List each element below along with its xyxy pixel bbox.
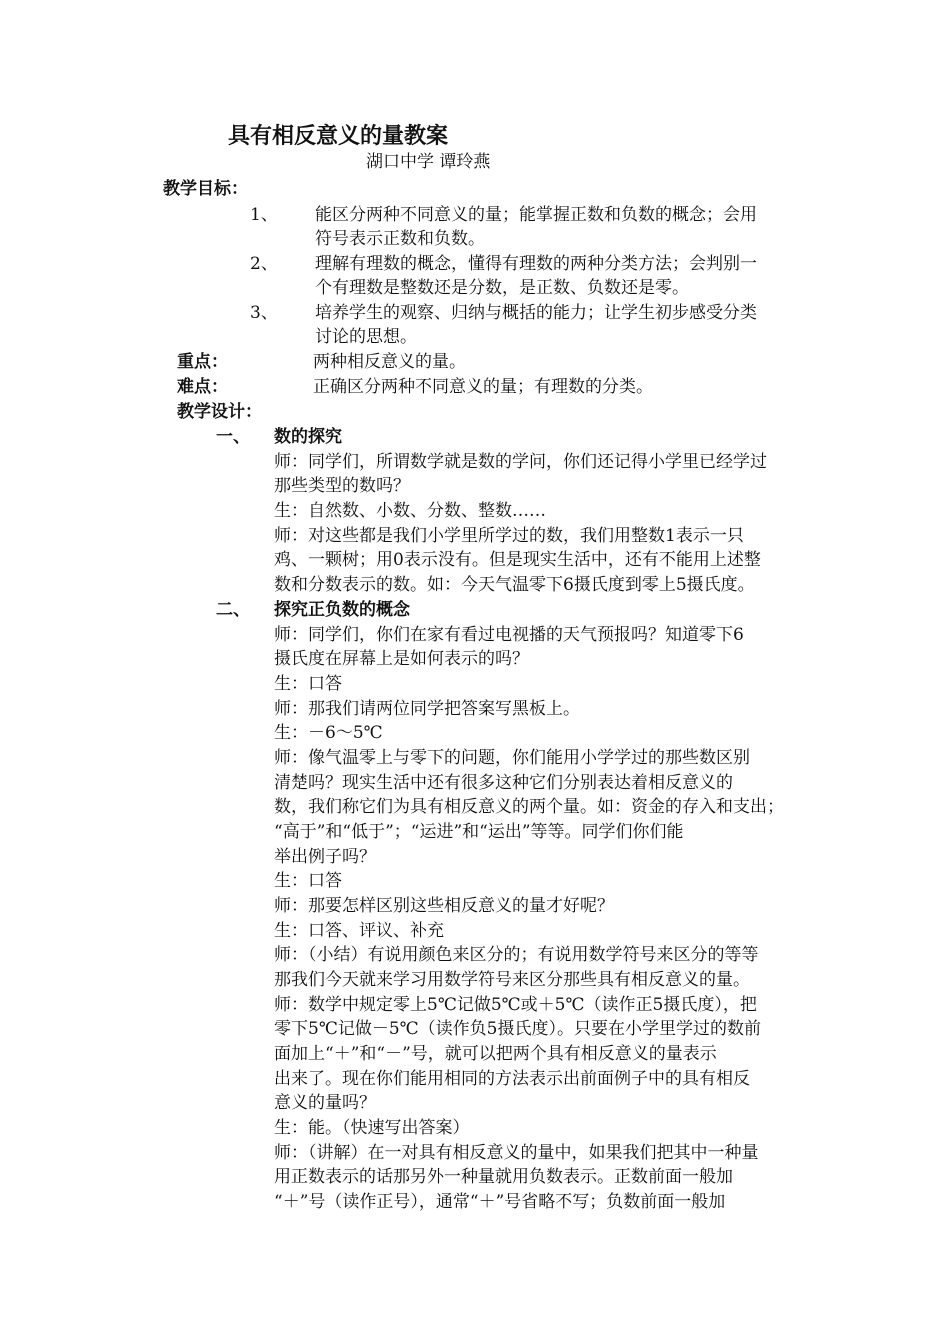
key-point-text: 两种相反意义的量。: [313, 352, 466, 372]
key-point-label: 重点：: [177, 352, 228, 372]
paragraph-line: 那我们今天就来学习用数学符号来区分那些具有相反意义的量。: [274, 970, 750, 990]
paragraph-line: 师：同学们，你们在家有看过电视播的天气预报吗？知道零下6: [274, 625, 744, 645]
paragraph-line: 师：（讲解）在一对具有相反意义的量中，如果我们把其中一种量: [274, 1143, 759, 1163]
paragraph-line: 师：那要怎样区别这些相反意义的量才好呢？: [274, 896, 614, 916]
paragraph-line: 师：像气温零上与零下的问题，你们能用小学学过的那些数区别: [274, 748, 750, 768]
paragraph-line: 零下5℃记做－5℃（读作负5摄氏度）。只要在小学里学过的数前: [274, 1019, 761, 1039]
difficulty-label: 难点：: [177, 377, 228, 397]
objective-text: 能区分两种不同意义的量；能掌握正数和负数的概念；会用: [315, 205, 757, 225]
difficulty-text: 正确区分两种不同意义的量；有理数的分类。: [313, 377, 653, 397]
paragraph-line: 那些类型的数吗？: [274, 476, 410, 496]
paragraph-line: 面加上“＋”和“－”号，就可以把两个具有相反意义的量表示: [274, 1044, 717, 1064]
paragraph-line: 师：（小结）有说用颜色来区分的；有说用数学符号来区分的等等: [274, 945, 759, 965]
section-number: 一、: [216, 427, 250, 447]
paragraph-line: 师：对这些都是我们小学里所学过的数，我们用整数1表示一只: [274, 526, 744, 546]
objectives-heading: 教学目标：: [163, 179, 248, 199]
objective-text: 讨论的思想。: [315, 327, 417, 347]
objective-number: 3、: [250, 303, 278, 323]
paragraph-line: 生：口答、评议、补充: [274, 921, 444, 941]
paragraph-line: 鸡、一颗树；用0表示没有。但是现实生活中，还有不能用上述整: [274, 550, 761, 570]
paragraph-line: “高于”和“低于”；“运进”和“运出”等等。同学们你们能: [274, 822, 684, 842]
objective-text: 培养学生的观察、归纳与概括的能力；让学生初步感受分类: [315, 303, 757, 323]
section-number: 二、: [216, 600, 250, 620]
paragraph-line: 清楚吗？现实生活中还有很多这种它们分别表达着相反意义的: [274, 773, 733, 793]
design-heading: 教学设计：: [177, 402, 262, 422]
paragraph-line: 师：同学们，所谓数学就是数的学问，你们还记得小学里已经学过: [274, 452, 767, 472]
paragraph-line: 师：那我们请两位同学把答案写黑板上。: [274, 699, 580, 719]
paragraph-line: 摄氏度在屏幕上是如何表示的吗？: [274, 649, 529, 669]
paragraph-line: “＋”号（读作正号），通常“＋”号省略不写；负数前面一般加: [274, 1192, 726, 1212]
paragraph-line: 生：自然数、小数、分数、整数……: [274, 501, 546, 521]
paragraph-line: 生：能。（快速写出答案）: [274, 1118, 470, 1138]
paragraph-line: 举出例子吗？: [274, 847, 376, 867]
section-heading: 数的探究: [274, 427, 342, 447]
objective-text: 个有理数是整数还是分数，是正数、负数还是零。: [315, 278, 689, 298]
paragraph-line: 数，我们称它们为具有相反意义的两个量。如：资金的存入和支出；: [274, 797, 784, 817]
objective-text: 理解有理数的概念，懂得有理数的两种分类方法；会判别一: [315, 254, 757, 274]
objective-number: 2、: [250, 254, 278, 274]
paragraph-line: 师：数学中规定零上5℃记做5℃或＋5℃（读作正5摄氏度），把: [274, 995, 757, 1015]
objective-text: 符号表示正数和负数。: [315, 229, 485, 249]
objective-number: 1、: [250, 205, 278, 225]
paragraph-line: 出来了。现在你们能用相同的方法表示出前面例子中的具有相反: [274, 1069, 750, 1089]
document-title: 具有相反意义的量教案: [228, 123, 449, 149]
paragraph-line: 数和分数表示的数。如：今天气温零下6摄氏度到零上5摄氏度。: [274, 575, 755, 595]
author-line: 湖口中学 谭玲燕: [366, 152, 491, 172]
paragraph-line: 生：口答: [274, 674, 342, 694]
paragraph-line: 用正数表示的话那另外一种量就用负数表示。正数前面一般加: [274, 1167, 733, 1187]
section-heading: 探究正负数的概念: [274, 600, 410, 620]
paragraph-line: 生：－6～5℃: [274, 723, 383, 743]
paragraph-line: 生：口答: [274, 871, 342, 891]
paragraph-line: 意义的量吗？: [274, 1093, 376, 1113]
